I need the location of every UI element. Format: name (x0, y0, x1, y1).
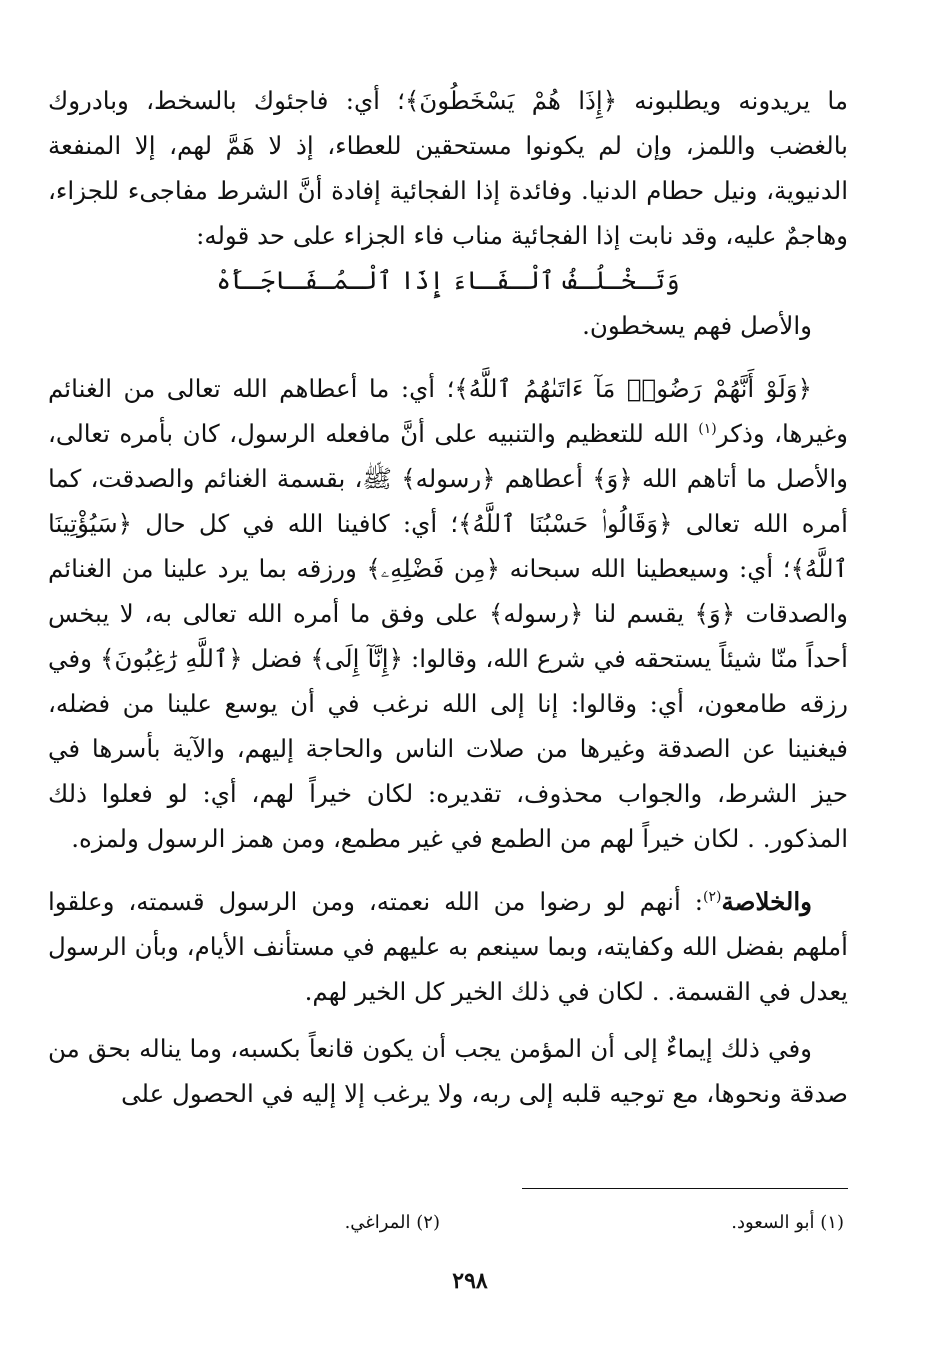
paragraph-2: والأصل فهم يسخطون. (582, 311, 812, 340)
footnote-1: (١) أبو السعود. (731, 1212, 844, 1233)
page-number: ٢٩٨ (452, 1268, 488, 1294)
footnote-ref-1: (١) (698, 420, 717, 437)
paragraph-3 (48, 366, 848, 861)
paragraph-3-part-a: ﴿وَلَوْ أَنَّهُمْ رَضُوا۟ مَآ ءَاتَىٰهُمُ ٱللَّهُ﴾؛ أي: ما أعطاهم الله تعالى من الغنائم وغيرها، وذكر (48, 374, 848, 448)
paragraph-1: ما يريدونه ويطلبونه ﴿إِذَا هُمْ يَسْخَطُونَ﴾؛ أي: فاجئوك بالسخط، وبادروك بالغضب واللمز، وإن لم يكونوا مستحقين للعطاء، إذ لا هَمَّ لهم، إلا المنفعة الدنيوية، ونيل حطام الدنيا. وفائدة إذا الفجائية إفادة أنَّ الشرط مفاجىء للجزاء، وهاجمٌ عليه، وقد نابت إذا الفجائية مناب فاء الجزاء على حد قوله: (48, 86, 848, 250)
main-text (48, 78, 848, 1116)
footnote-2: (٢) المراغي. (344, 1212, 440, 1233)
footnote-ref-2: (٢) (703, 888, 722, 905)
paragraph-5: وفي ذلك إيماءٌ إلى أن المؤمن يجب أن يكون قانعاً بكسبه، وما يناله بحق من صدقة ونحوها، مع توجيه قلبه إلى ربه، ولا يرغب إلا إليه في الحصول على (48, 1034, 848, 1108)
poetry-verse: وَتَـخْـلُـفُ ٱلْـفَـاءَ إِذَا ٱلْـمُـفَـاجَـأَهْ (216, 266, 680, 295)
footnote-divider (522, 1188, 848, 1189)
paragraph-3-part-b: الله للتعظيم والتنبيه على أنَّ مافعله الرسول، كان بأمره تعالى، والأصل ما أتاهم الله ﴿وَ﴾ أعطاهم ﴿رسوله﴾ ﷺ، بقسمة الغنائم والصدقت، كما أمره الله تعالى ﴿وَقَالُوا۟ حَسْبُنَا ٱللَّهُ﴾؛ أي: كافينا الله في كل حال ﴿سَيُؤْتِينَا ٱللَّهُ﴾؛ أي: وسيعطينا الله سبحانه ﴿مِن فَضْلِهِۦ﴾ ورزقه بما يرد علينا من الغنائم والصدقات ﴿وَ﴾ يقسم لنا ﴿رسوله﴾ على وفق ما أمره الله تعالى به، لا يبخس أحداً منّا شيئاً يستحقه في شرع الله، وقالوا: ﴿إِنَّآ إِلَى﴾ فضل ﴿ٱللَّهِ رَٰغِبُونَ﴾ وفي رزقه طامعون، أي: وقالوا: إنا إلى الله نرغب في أن يوسع علينا من فضله، فيغنينا عن الصدقة وغيرها من صلات الناس والحاجة إليهم، والآية بأسرها في حيز الشرط، والجواب محذوف، تقديره: لكان خيراً لهم، أي: لو فعلوا ذلك المذكور. . لكان خيراً لهم من الطمع في غير مطمع، ومن همز الرسول ولمزه. (48, 419, 848, 853)
summary-text: : أنهم لو رضوا من الله نعمته، ومن الرسول قسمته، وعلقوا أملهم بفضل الله وكفايته، وبما سينعم به عليهم في مستأنف الأيام، وبأن الرسول يعدل في القسمة. . لكان في ذلك الخير كل الخير لهم. (48, 887, 848, 1006)
paragraph-4 (48, 879, 848, 1014)
summary-heading: والخلاصة (721, 887, 812, 916)
